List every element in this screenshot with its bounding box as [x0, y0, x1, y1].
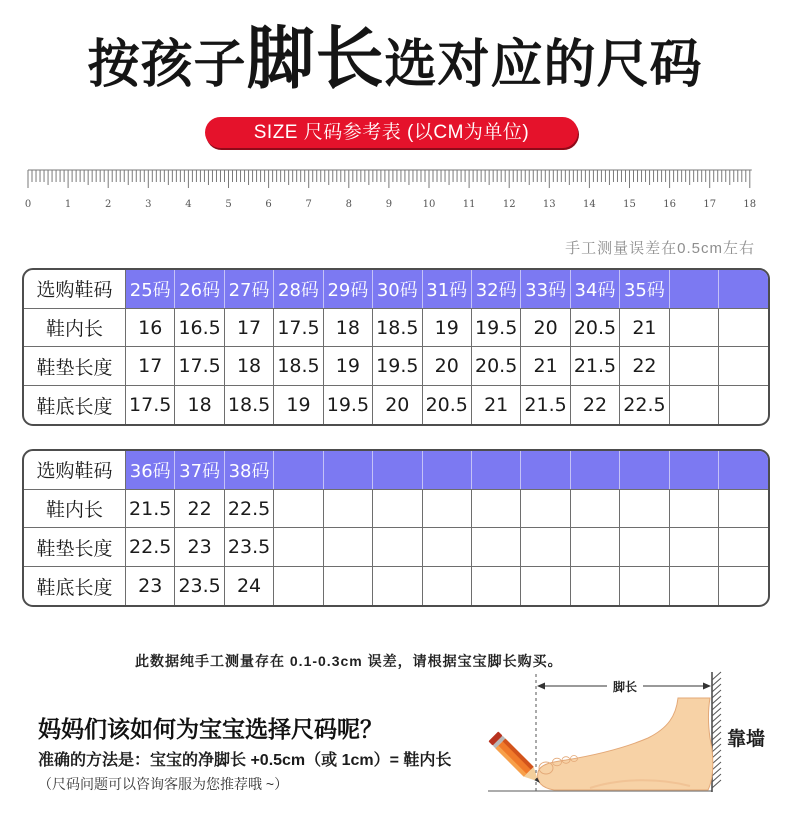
- measurement-cell: 18.5: [224, 386, 273, 424]
- measurement-cell: [274, 528, 323, 567]
- measurement-cell: [570, 567, 619, 605]
- shoe-size-cell: [521, 451, 570, 489]
- title-lead: 按孩子: [87, 35, 247, 95]
- how-to-choose-heading: 妈妈们该如何为宝宝选择尺码呢？: [38, 717, 383, 743]
- measurement-cell: [471, 528, 520, 567]
- measurement-cell: [719, 308, 768, 347]
- size-badge: SIZE 尺码参考表 (以CM为单位): [205, 117, 578, 148]
- measurement-cell: 20.5: [422, 386, 471, 424]
- measurement-cell: 21.5: [126, 489, 175, 528]
- arrow-head-right-icon: [703, 683, 711, 690]
- size-table-2: [22, 449, 770, 607]
- measurement-cell: 20.5: [570, 308, 619, 347]
- measurement-row: [24, 308, 768, 347]
- title-emphasis: 脚长: [246, 20, 385, 99]
- measurement-cell: 18.5: [274, 347, 323, 386]
- measurement-cell: 22.5: [126, 528, 175, 567]
- ruler-label: 14: [583, 199, 596, 210]
- measurement-cell: [422, 567, 471, 605]
- size-header-row: [24, 451, 768, 489]
- arrow-head-left-icon: [537, 683, 545, 690]
- measurement-cell: [719, 347, 768, 386]
- measurement-cell: [669, 567, 718, 605]
- measurement-cell: 22.5: [224, 489, 273, 528]
- measurement-row: [24, 489, 768, 528]
- ruler-label: 8: [345, 199, 352, 210]
- measurement-row: [24, 347, 768, 386]
- measurement-cell: [719, 567, 768, 605]
- measurement-cell: [422, 489, 471, 528]
- shoe-size-cell: 27码: [224, 270, 273, 308]
- length-label: 脚长: [612, 680, 638, 694]
- shoe-size-cell: 25码: [126, 270, 175, 308]
- measurement-cell: 17.5: [175, 347, 224, 386]
- measurement-cell: 22: [620, 347, 669, 386]
- measurement-cell: 19.5: [323, 386, 372, 424]
- shoe-size-cell: [719, 270, 768, 308]
- measurement-cell: [669, 308, 718, 347]
- size-table-grid: [24, 270, 768, 424]
- measurement-cell: 23.5: [175, 567, 224, 605]
- row-label: 鞋内长: [24, 308, 126, 347]
- ruler-label: 9: [385, 199, 393, 210]
- measurement-cell: [373, 567, 422, 605]
- ruler-label: 17: [703, 199, 717, 210]
- shoe-size-cell: 29码: [323, 270, 372, 308]
- measurement-cell: [521, 528, 570, 567]
- measurement-cell: [274, 489, 323, 528]
- measurement-cell: [570, 489, 619, 528]
- measurement-cell: 23.5: [224, 528, 273, 567]
- shoe-size-cell: 38码: [224, 451, 273, 489]
- shoe-size-cell: [620, 451, 669, 489]
- measurement-cell: 18: [175, 386, 224, 424]
- measurement-cell: 22: [570, 386, 619, 424]
- measurement-cell: 19.5: [471, 308, 520, 347]
- measurement-cell: [471, 489, 520, 528]
- row-label-shoe-size: 选购鞋码: [24, 451, 126, 489]
- ruler-label: 12: [502, 199, 516, 210]
- measurement-cell: 21: [471, 386, 520, 424]
- measurement-cell: [719, 489, 768, 528]
- measurement-cell: 21: [620, 308, 669, 347]
- shoe-size-cell: 36码: [126, 451, 175, 489]
- shoe-size-cell: [471, 451, 520, 489]
- measurement-cell: [471, 567, 520, 605]
- measurement-cell: [323, 567, 372, 605]
- measurement-row: [24, 386, 768, 424]
- measurement-cell: [323, 489, 372, 528]
- row-label: 鞋底长度: [24, 386, 126, 424]
- shoe-size-cell: [669, 451, 718, 489]
- measurement-cell: 16.5: [175, 308, 224, 347]
- measurement-cell: 17.5: [126, 386, 175, 424]
- pencil-body: [495, 738, 533, 776]
- ruler-label: 18: [743, 199, 757, 210]
- measurement-cell: [620, 567, 669, 605]
- ruler-label: 7: [305, 199, 312, 210]
- measurement-cell: 17: [224, 308, 273, 347]
- size-table-1: [22, 268, 770, 426]
- measurement-cell: [620, 528, 669, 567]
- ruler-label: 11: [462, 199, 476, 210]
- measurement-cell: 20: [373, 386, 422, 424]
- measurement-cell: [373, 489, 422, 528]
- row-label: 鞋垫长度: [24, 528, 126, 567]
- measurement-cell: 23: [175, 528, 224, 567]
- shoe-size-cell: [719, 451, 768, 489]
- shoe-size-cell: 37码: [175, 451, 224, 489]
- foot-icon: [538, 698, 713, 790]
- shoe-size-cell: [323, 451, 372, 489]
- size-table-body: [24, 451, 768, 605]
- measurement-method: 准确的方法是：宝宝的净脚长 +0.5cm（或 1cm）= 鞋内长: [38, 752, 452, 769]
- ruler-label: 10: [422, 199, 436, 210]
- ruler-label: 2: [105, 199, 112, 210]
- measure-note: 手工测量误差在0.5cm左右: [565, 240, 755, 257]
- measurement-cell: 21: [521, 347, 570, 386]
- ruler-label: 6: [265, 199, 272, 210]
- measurement-cell: 19: [323, 347, 372, 386]
- shoe-size-cell: 28码: [274, 270, 323, 308]
- ruler: [0, 160, 790, 216]
- measurement-cell: 19: [274, 386, 323, 424]
- wall-label: 靠墙: [727, 728, 766, 750]
- row-label: 鞋内长: [24, 489, 126, 528]
- shoe-size-cell: [422, 451, 471, 489]
- measurement-cell: 22.5: [620, 386, 669, 424]
- measurement-row: [24, 567, 768, 605]
- measurement-cell: 22: [175, 489, 224, 528]
- measurement-cell: [669, 347, 718, 386]
- measurement-cell: 17.5: [274, 308, 323, 347]
- measurement-cell: 16: [126, 308, 175, 347]
- shoe-size-cell: 26码: [175, 270, 224, 308]
- measurement-cell: 17: [126, 347, 175, 386]
- measurement-cell: 20.5: [471, 347, 520, 386]
- title-tail: 选对应的尺码: [384, 35, 703, 95]
- shoe-size-cell: 34码: [570, 270, 619, 308]
- ruler-label: 15: [623, 199, 636, 210]
- measurement-row: [24, 528, 768, 567]
- measurement-cell: [570, 528, 619, 567]
- foot-shape: [538, 698, 713, 790]
- measurement-cell: 21.5: [570, 347, 619, 386]
- measurement-cell: [274, 567, 323, 605]
- measurement-cell: [669, 386, 718, 424]
- shoe-size-cell: 32码: [471, 270, 520, 308]
- shoe-size-cell: 31码: [422, 270, 471, 308]
- measurement-cell: [719, 386, 768, 424]
- row-label-shoe-size: 选购鞋码: [24, 270, 126, 308]
- measurement-cell: 18: [323, 308, 372, 347]
- measurement-cell: 24: [224, 567, 273, 605]
- measurement-cell: [620, 489, 669, 528]
- measurement-cell: [521, 489, 570, 528]
- ruler-label: 5: [225, 199, 232, 210]
- shoe-size-cell: [274, 451, 323, 489]
- shoe-size-cell: [570, 451, 619, 489]
- size-table-body: [24, 270, 768, 424]
- ruler-label: 3: [145, 199, 152, 210]
- foot-measure-illustration: [480, 660, 780, 800]
- measurement-cell: [323, 528, 372, 567]
- shoe-size-cell: [669, 270, 718, 308]
- ruler-label: 13: [542, 199, 556, 210]
- ruler-label: 4: [185, 199, 192, 210]
- measurement-cell: [422, 528, 471, 567]
- shoe-size-cell: 35码: [620, 270, 669, 308]
- measurement-cell: 18: [224, 347, 273, 386]
- measurement-cell: 18.5: [373, 308, 422, 347]
- measurement-cell: [669, 528, 718, 567]
- measurement-cell: [521, 567, 570, 605]
- wall-hatching: [712, 672, 721, 788]
- ruler-label: 1: [64, 199, 72, 210]
- measurement-cell: 21.5: [521, 386, 570, 424]
- measurement-cell: 20: [521, 308, 570, 347]
- row-label: 鞋底长度: [24, 567, 126, 605]
- shoe-size-cell: 30码: [373, 270, 422, 308]
- measurement-cell: 19: [422, 308, 471, 347]
- shoe-size-cell: 33码: [521, 270, 570, 308]
- ruler-label: 0: [24, 199, 32, 210]
- measurement-cell: 19.5: [373, 347, 422, 386]
- row-label: 鞋垫长度: [24, 347, 126, 386]
- measurement-disclaimer: 此数据纯手工测量存在 0.1-0.3cm 误差，请根据宝宝脚长购买。: [135, 653, 563, 669]
- measurement-cell: 20: [422, 347, 471, 386]
- ruler-label: 16: [663, 199, 676, 210]
- page-title: [0, 22, 790, 115]
- size-table-grid: [24, 451, 768, 605]
- size-header-row: [24, 270, 768, 308]
- shoe-size-cell: [373, 451, 422, 489]
- measurement-cell: 23: [126, 567, 175, 605]
- measurement-cell: [373, 528, 422, 567]
- measurement-cell: [669, 489, 718, 528]
- measurement-cell: [719, 528, 768, 567]
- customer-service-tip: （尺码问题可以咨询客服为您推荐哦 ~）: [38, 776, 289, 792]
